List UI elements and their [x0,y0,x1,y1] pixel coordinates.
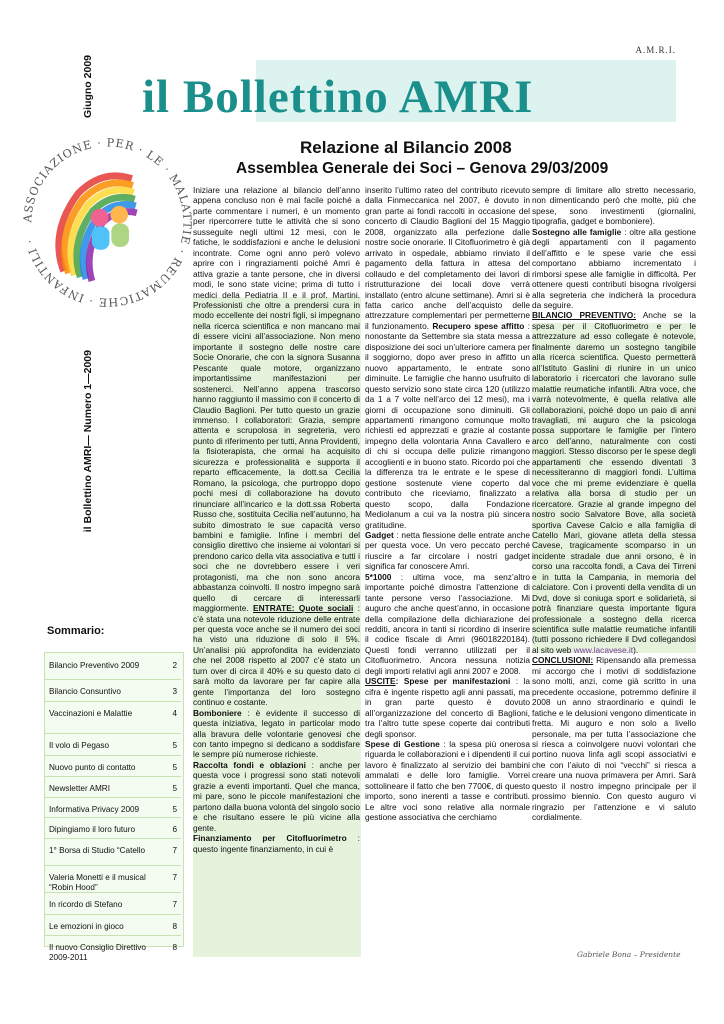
toc-item-page: 6 [172,825,177,834]
link-tail: ). [633,644,639,655]
toc-heading: Sommario: [47,625,105,637]
famiglie-text: : oltre alla gestione degli appartamenti con il pagamento dell’affitto e le spese varie che essi comportano abbiamo incrementato i rimborsi spese alle famiglie in difficoltà. Per ottenere questi contributi bisogna rivolgersi alla segreteria che indicherà la procedura da seguire. [532,226,696,310]
5x1000-heading: 5*1000 [365,571,392,582]
famiglie-heading: Sostegno alle famiglie [532,226,622,237]
toc-item-page: 8 [172,922,177,931]
bomboniere-text: : è evidente il successo di questa iniziativa, legato in particolar modo alla bravura delle volontarie genovesi che con tanto impegno si dedicano a soddisfare le sempre più numerose richieste. [193,707,360,760]
toc-separator [45,865,181,866]
toc-item-page: 5 [172,763,177,772]
article-title: Relazione al Bilancio 2008 [300,138,512,157]
toc-separator [45,776,181,777]
affitto-heading: Recupero spese affitto [432,320,525,331]
toc-item-page: 7 [172,900,177,909]
conclusioni-heading: CONCLUSIONI: [532,655,594,666]
toc-item-page: 5 [172,805,177,814]
toc-item-page: 5 [172,784,177,793]
col1-intro: Iniziare una relazione al bilancio dell’anno appena concluso non è mai facile poiché a parte commentare i numeri, è un momento per ripercorrere tutte le attività che si sono susseguite negli ultimi 12 mesi, con le fatiche, le soddisfazioni e anche le delusioni incontrate. Come ogni anno però volevo aprire con i ringraziamenti poiché Amri è attiva grazie a tante persone, che in diversi modi, le sono state vicine; prima di tutto i medici della Pediatria II e il prof. Martini. Professionisti che oltre a prendersi cura in modo eccellente dei nostri figli, si impegnano nella ricerca scientifica e non mancano mai di essere vicini all’associazione. Non meno importante il sostegno delle nostre care Socie Onorarie, che con la signora Susanna Pescante quale motore, organizzano importantissime manifestazioni per sostenerci. Nell’anno appena trascorso hanno raggiunto il massimo con il concerto di Claudio Baglioni. Per tutto questo un grazie immenso. I collaboratori: Grazia, sempre attenta e scrupolosa in segreteria, vero punto di riferimento per tutti, Anna Providenti, la fisioterapista, che ormai ha acquisito sicurezza e professionalità e supporta il reparto efficacemente, la dott.sa Cecilia Romano, la psicologa, che purtroppo dopo pochi mesi di collaborazione ha dovuto rinunciare all’incarico e la dott.ssa Roberta Russo che, sostituita Cecilia nell’autunno, ha subito dimostrato le sue capacità verso bambini e famiglie. Infine i membri del consiglio direttivo che insieme ai volontari si prendono carico della vita associativa e tutti i soci che ne dovrebbero essere i veri protagonisti, ma che non sono ancora abbastanza coinvolti. Il nostro impegno sarà quello di cercare di interessarli maggiormente. [193,185,360,614]
masthead-title: il Bollettino AMRI [142,71,534,123]
issue-date-vertical [82,55,102,125]
toc-item-page: 2 [172,661,177,670]
toc-item-page: 3 [172,687,177,696]
toc-item-label: Le emozioni in gioco [49,922,124,931]
gestione-heading: Spese di Gestione [365,739,440,750]
toc-item-page: 5 [172,741,177,750]
gestione-text: : la spesa più onerosa riguarda le collaborazioni e i dipendenti il cui lavoro è finalizzato al servizio dei bambini ammalati e delle loro famiglie. Vorrei sottolineare il fatto che ben 7700€, di questo importo, sono inerenti a tasse e contributi. Le altre voci sono relative alla normale gestione associativa che cerchiamo [365,739,530,823]
entrate-text: : c’è stata una notevole riduzione delle entrate per questa voce anche se il numero dei soci ha visto una riduzione di solo il 5%. Un’analisi più approfondita ha evidenziato che nel 2008 rispetto al 2007 c’è stato un turn over di circa il 40% e su questo dato ci sarà molto da lavorare per far capire alla gente l’importanza del loro sostegno continuo e costante. [193,603,360,708]
header-tag: A.M.R.I. [635,45,676,55]
gadget-heading: Gadget [365,529,394,540]
raccolta-heading: Raccolta fondi e oblazioni [193,759,306,770]
gadget-text: : netta flessione delle entrate anche per questa voce. Un vero peccato perché riuscire a far circolare i nostri gadget significa far conoscere Amri. [365,529,530,572]
uscite-text: : la cifra è ingente rispetto agli anni passati, ma in gran parte questo è dovuto all’organizzazione del concerto di Baglioni, tra l’altro tutte spese coperte dai contributi degli sponsor. [365,676,530,739]
toc-separator [45,935,181,936]
bomboniere-heading: Bomboniere [193,707,242,718]
finanziamento-text: : questo ingente finanziamento, in cui è [193,833,360,854]
toc-item-label: Valeria Monetti e il musical “Robin Hood” [49,873,146,892]
article-column-1 [193,185,360,854]
toc-item-label: Informativa Privacy 2009 [49,805,140,814]
conclusioni-text: Ripensando alla premessa mi accorgo che i motivi di soddisfazione sono molti, anzi, come già scritto in una precedente occasione, potremmo definire il 2008 un anno straordinario e quindi le fatiche e le delusioni vengono dimenticate in fretta. Mi auguro e non solo a livello personale, ma per tutta l’associazione che si riesca a coinvolgere nuovi volontari che portino nuova linfa agli scopi associativi e che con l’aiuto di noi “vecchi” si riesca a creare una nuova primavera per Amri. Sarà questo il nostro impegno principale per il prossimo biennio. Con questo auguro vi ringrazio per l’attenzione e vi saluto cordialmente. [532,655,696,823]
toc-item-label: Dipingiamo il loro futuro [49,825,136,834]
toc-separator [45,733,181,734]
toc-item-label: In ricordo di Stefano [49,900,123,909]
toc-separator [45,679,181,680]
logo-ring-text: ASSOCIAZIONE · PER · LE · MALATTIE · REUMATICHE · INFANTILI · [21,136,194,309]
toc-separator [45,701,181,702]
toc-item-label: Il volo di Pegaso [49,741,110,750]
article-subtitle: Assemblea Generale dei Soci – Genova 29/03/2009 [236,160,609,177]
finanziamento-heading: Finanziamento per Citofluorimetro [193,833,347,844]
toc-item-page: 4 [172,709,177,718]
5x1000-text: : ultima voce, ma senz’altro importante poiché dimostra l’attenzione di tante persone verso l’associazione. Mi auguro che anche quest’anno, in occasione della compilazione della dichiarazione dei redditi, ancora in tanti si ricordino di inserire il codice fiscale di Amri (96018220184). Questi fondi verranno utilizzati per il Citofluorimetro. Ancora nessuna notizia degli importi relativi agli anni 2007 e 2008. [365,571,530,676]
raccolta-text: : anche per questa voce i progressi sono stati notevoli grazie a eventi importanti. Quel che manca, mi pare, sono le piccole manifestazioni che partono dalla buona volontà del singolo socio e che risultano essere le più vicine alla gente. [193,759,360,833]
logo-figures [91,206,129,250]
toc-separator [45,817,181,818]
signature: Gabriele Bona – Presidente [577,950,681,959]
toc-item-label: Newsletter AMRI [49,784,110,793]
toc-item-page: 7 [172,873,177,882]
uscite-subheading: : Spese per manifestazioni [395,676,511,687]
amri-logo [10,125,205,320]
table-of-contents [44,652,184,962]
toc-separator [45,797,181,798]
uscite-heading: USCITE [365,676,396,687]
toc-separator [45,755,181,756]
article-column-2 [365,185,530,823]
toc-item-label: Nuovo punto di contatto [49,763,136,772]
col3-intro: sempre di limitare allo stretto necessario, non dimenticando però che molte, più che spese, sono investimenti (giornalini, tipografia, gadget e bomboniere). [532,185,696,227]
issue-date-text: Giugno 2009 [82,55,94,119]
toc-item-label: Bilancio Consuntivo [49,687,121,696]
issue-number-text: il Bollettino AMRI— Numero 1—2009 [82,350,94,533]
affitto-text: : nonostante da Settembre sia stata messa a disposizione dei soci un’ulteriore camera per il soggiorno, dopo aver preso in affitto un nuovo appartamento, le entrate sono diminuite. Le famiglie che hanno usufruito di questo servizio sono state circa 120 (utilizzo da 1 a 7 volte nell’arco dei 12 mesi), ma i giorni di occupazione sono diminuiti. Gli appartamenti rimangono comunque molto richiesti ed apprezzati e grazie al costante impegno della volontaria Anna Cavallero e di chi si occupa delle pulizie rimangono accoglienti e in buono stato. Ricordo poi che la differenza tra le entrate e le spese di gestione sostenute viene coperto dal contributo che riceviamo, finalizzato a questo scopo, dalla Fondazione Mediolanum a cui va la nostra più sincera gratitudine. [365,320,530,530]
toc-separator [45,914,181,915]
toc-item-label: Bilancio Preventivo 2009 [49,661,140,670]
toc-item-label: Il nuovo Consiglio Direttivo 2009-2011 [49,943,146,962]
toc-item-page: 7 [172,846,177,855]
toc-separator [45,838,181,839]
col2-intro: inserito l’ultimo rateo del contributo ricevuto dalla Finmeccanica nel 2007, è dovuto in gran parte ai fondi raccolti in occasione del concerto di Claudio Baglioni del 15 Maggio 2008, organizzato alla perfezione dalle nostre socie onorarie. Il Citofluorimetro è già arrivato in ospedale, abbiamo rinviato il pagamento della fattura in attesa del collaudo e del completamento dei lavori di ristrutturazione dei locali dove verrà installato (entro alcune settimane). Amri si è fatta carico anche dell’acquisto delle attrezzature complementari per permetterne il funzionamento. [365,185,530,331]
toc-item-label: Vaccinazioni e Malattie [49,709,133,718]
lacavese-link[interactable]: www.lacavese.it [573,644,634,655]
toc-item-page: 8 [172,943,177,952]
preventivo-heading: BILANCIO PREVENTIVO: [532,310,637,321]
toc-item-label: 1° Borsa di Studio “Catello [49,846,146,855]
preventivo-text: Anche se la spesa per il Citofluorimetro e per le attrezzature ad esso collegate è notevole, finalmente daremo un sostegno tangibile alla ricerca scientifica. Questo permetterà all’Istituto Gaslini di riunire in un unico laboratorio i ricercatori che lavorano sulle malattie reumatiche infantili. Altra voce, che varrà notevolmente, è quella relativa alle collaborazioni, poiché dopo un paio di anni travagliati, mi auguro che la psicologa possa supportare le famiglie per l’intero arco dell’anno, naturalmente con costi maggiori. Stesso discorso per le spese degli appartamenti che essendo diventati 3 necessiteranno di maggiori fondi. L’ultima voce che mi preme evidenziare è quella relativa alla borsa di studio per un ricercatore. Grazie al grande impegno del nostro socio Salvatore Bove, alla società sportiva Cavese Calcio e alla famiglia di Catello Mari, giovane atleta della stessa Cavese, tragicamente scomparso in un incidente stradale due anni orsono, è in corso una raccolta fondi, a Cava dei Tirreni e in tutta la Campania, in memoria del calciatore. Con i proventi della vendita di un Dvd, dove si coniuga sport e solidarietà, si potrà finanziare questa importante figura professionale a sostegno della ricerca scientifica sulle malattie reumatiche infantili (tutti possono richiedere il Dvd collegandosi al sito web [532,310,696,655]
article-column-3 [532,185,696,823]
entrate-heading: ENTRATE: Quote sociali [253,603,354,614]
issue-number-vertical [82,350,102,585]
